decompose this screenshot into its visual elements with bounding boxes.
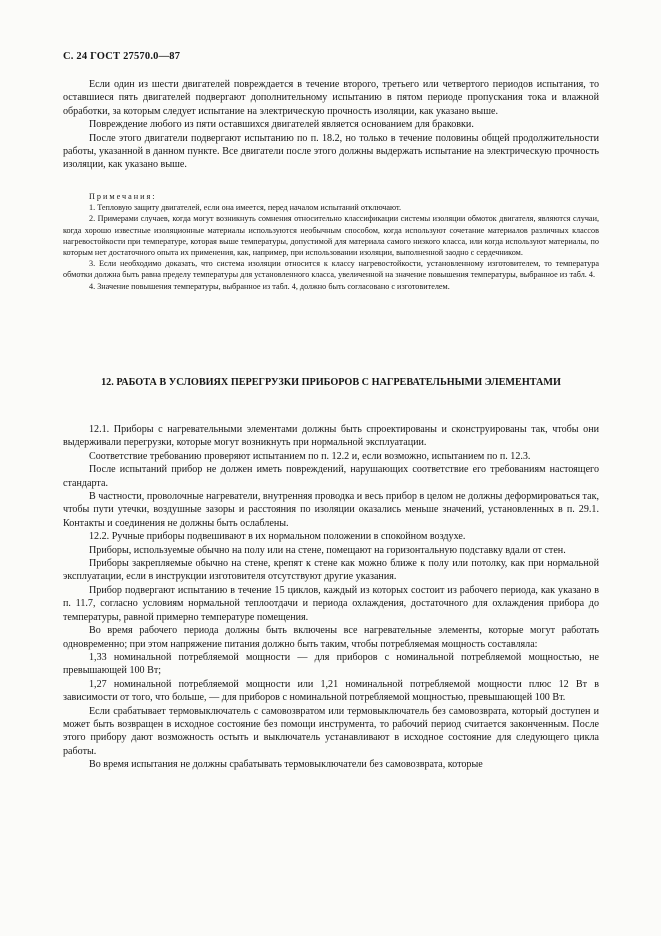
section-title: 12. РАБОТА В УСЛОВИЯХ ПЕРЕГРУЗКИ ПРИБОРОВ С НАГРЕВАТЕЛЬНЫМИ ЭЛЕМЕНТАМИ — [101, 377, 561, 388]
paragraph: Если срабатывает термовыключатель с самовозвратом или термовыключатель без самовозврата, который доступен и может быть возвращен в исходное состояние без помощи инструмента, то рабочий период считается законченным. После этого прибору дают возможность остыть и выключатель устанавливают в исходное состояние для следующего цикла работы. — [63, 705, 599, 757]
paragraph: Если один из шести двигателей повреждается в течение второго, третьего или четвертого периодов испытания, то оставшиеся пять двигателей подвергают дополнительному испытанию в пятом периоде пропускания тока и влажной обработки, за которым следует испытание на электрическую прочность изоляции, как указано выше. — [63, 79, 599, 117]
section-text-block — [63, 423, 599, 772]
paragraph: Повреждение любого из пяти оставшихся двигателей является основанием для браковки. — [89, 119, 474, 131]
page-header: С. 24 ГОСТ 27570.0—87 — [63, 51, 181, 62]
paragraph: 1,33 номинальной потребляемой мощности — для приборов с номинальной потребляемой мощностью, не превышающей 100 Вт; — [63, 651, 599, 677]
note-item: 4. Значение повышения температуры, выбранное из табл. 4, должно быть согласовано с изготовителем. — [89, 281, 450, 291]
paragraph: Во время испытания не должны срабатывать термовыключатели без самовозврата, которые — [89, 759, 483, 771]
paragraph: Приборы, используемые обычно на полу или на стене, помещают на горизонтальную подставку вдали от стен. — [89, 544, 566, 556]
note-item: 1. Тепловую защиту двигателей, если она имеется, перед началом испытаний отключают. — [89, 203, 402, 213]
paragraph: Приборы закрепляемые обычно на стене, крепят к стене как можно ближе к полу или потолку, как при нормальной эксплуатации, если в инструкции изготовителя отсутствуют другие указания. — [63, 558, 599, 583]
note-item: 2. Примерами случаев, когда могут возникнуть сомнения относительно классификации системы изоляции обмоток двигателя, являются случаи, когда хорошо известные изоляционные материалы используются необычным способом, когда используют сочетание материалов различных классов нагревостойкости при температуре, которая выше температуры, допустимой для материала самого низкого класса, или когда используют материалы, по которым нет достаточного опыта их применения, как, например, при использовании изоляции, выполненной заодно с сердечником. — [63, 214, 599, 258]
top-text-block — [63, 78, 599, 172]
paragraph: Соответствие требованию проверяют испытанием по п. 12.2 и, если возможно, испытанием по п. 12.3. — [89, 450, 531, 462]
notes-block — [63, 191, 599, 292]
paragraph: Во время рабочего периода должны быть включены все нагревательные элементы, которые могут работать одновременно; при этом напряжение питания должно быть таким, чтобы потребляемая мощность составляла: — [63, 625, 599, 650]
paragraph: После этого двигатели подвергают испытанию по п. 18.2, но только в течение половины общей продолжительности работы, указанной в данном пункте. Все двигатели после этого должны выдержать испытание на электрическую прочность изоляции, как указано выше. — [63, 132, 599, 171]
paragraph: 12.2. Ручные приборы подвешивают в их нормальном положении в спокойном воздухе. — [89, 531, 466, 543]
paragraph: 12.1. Приборы с нагревательными элементами должны быть спроектированы и сконструированы так, чтобы они выдерживали перегрузки, которые могут возникнуть при нормальной эксплуатации. — [63, 424, 599, 449]
paragraph: В частности, проволочные нагреватели, внутренняя проводка и весь прибор в целом не должны деформироваться так, чтобы пути утечки, воздушные зазоры и расстояния по изоляции оказались меньше значений, установленных в п. 29.1. Контакты и соединения не должны быть ослаблены. — [63, 491, 599, 529]
paragraph: После испытаний прибор не должен иметь повреждений, нарушающих соответствие его требованиям настоящего стандарта. — [63, 464, 599, 489]
note-item: 3. Если необходимо доказать, что система изоляции относится к классу нагревостойкости, установленному изготовителем, то температура обмотки должна быть равна пределу температуры для установленного класса, увеличенной на значение повышения температуры, выбранное из табл. 4. — [63, 259, 599, 280]
paragraph: 1,27 номинальной потребляемой мощности или 1,21 номинальной потребляемой мощности плюс 12 Вт в зависимости от того, что больше, — для приборов с номинальной потребляемой мощностью, превышающей 100 Вт. — [63, 678, 599, 704]
paragraph: Прибор подвергают испытанию в течение 15 циклов, каждый из которых состоит из рабочего периода, как указано в п. 11.7, согласно условиям нормальной теплоотдачи и периода охлаждения, достаточного для охлаждения прибора до температуры, равной примерно температуре помещения. — [63, 584, 599, 623]
notes-title: Примечания: — [89, 192, 157, 201]
